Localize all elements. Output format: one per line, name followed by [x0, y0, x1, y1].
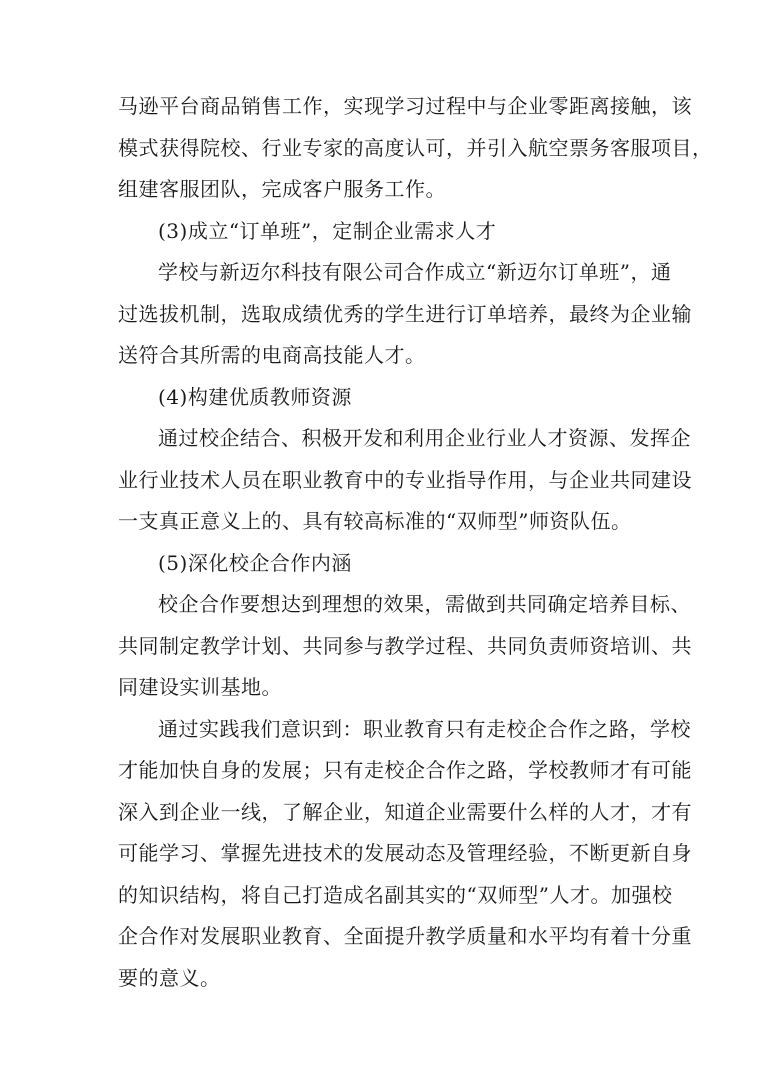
text-line: 过选拔机制，选取成绩优秀的学生进行订单培养，最终为企业输	[118, 301, 692, 326]
text-line: 校企合作要想达到理想的效果，需做到共同确定培养目标、	[158, 592, 691, 616]
section-heading-5: (5)深化校企合作内涵	[158, 550, 352, 575]
text-line: 要的意义。	[118, 965, 221, 990]
text-line: 通过实践我们意识到：职业教育只有走校企合作之路，学校	[158, 716, 691, 741]
text-line: 送符合其所需的电商高技能人才。	[118, 343, 426, 367]
paragraph-conclusion	[118, 709, 692, 1000]
paragraph-amazon-sales	[118, 86, 713, 211]
text-line: 学校与新迈尔科技有限公司合作成立“新迈尔订单班”，通	[158, 260, 672, 284]
text-line: 企合作对发展职业教育、全面提升教学质量和水平均有着十分重	[118, 924, 692, 948]
text-line: 才能加快自身的发展；只有走校企合作之路，学校教师才有可能	[118, 758, 692, 782]
text-line: 模式获得院校、行业专家的高度认可，并引入航空票务客服项目，	[118, 135, 713, 160]
text-line: 可能学习、掌握先进技术的发展动态及管理经验，不断更新自身	[118, 841, 692, 865]
document-body	[118, 86, 713, 999]
text-line: 一支真正意义上的、具有较高标准的“双师型”师资队伍。	[118, 509, 632, 533]
text-line: 同建设实训基地。	[118, 675, 282, 699]
text-line: 通过校企结合、积极开发和利用企业行业人才资源、发挥企	[158, 426, 691, 450]
text-line: 的知识结构，将自己打造成名副其实的“双师型”人才。加强校	[118, 882, 673, 907]
text-line: 组建客服团队，完成客户服务工作。	[118, 177, 446, 201]
text-line: 马逊平台商品销售工作，实现学习过程中与企业零距离接触，该	[118, 94, 692, 118]
paragraph-order-class	[118, 252, 692, 377]
paragraph-teacher-resources	[118, 418, 692, 543]
text-line: 深入到企业一线，了解企业，知道企业需要什么样的人才，才有	[118, 799, 692, 824]
text-line: 共同制定教学计划、共同参与教学过程、共同负责师资培训、共	[118, 633, 692, 658]
section-heading-3: (3)成立“订单班”，定制企业需求人才	[158, 218, 497, 243]
paragraph-cooperation-depth	[118, 584, 692, 709]
text-line: 业行业技术人员在职业教育中的专业指导作用，与企业共同建设	[118, 467, 692, 492]
section-heading-4: (4)构建优质教师资源	[158, 384, 352, 409]
